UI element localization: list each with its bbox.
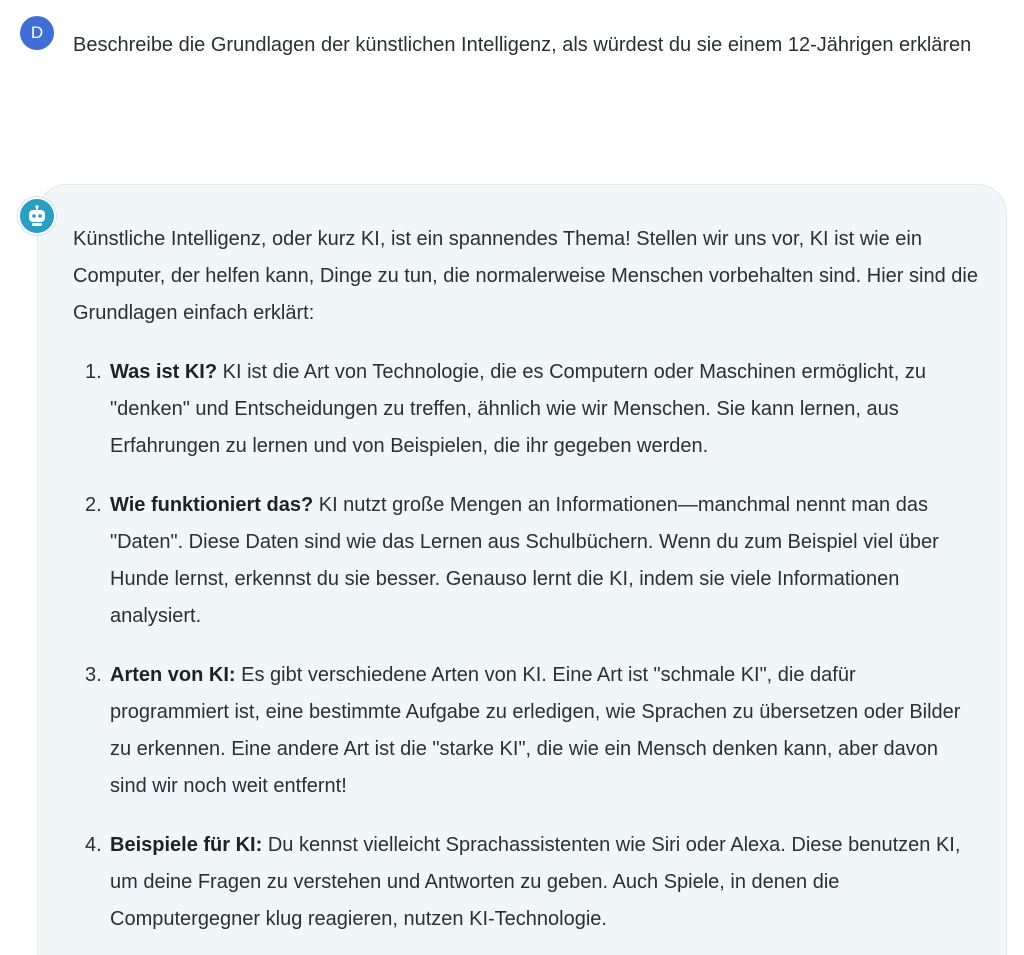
user-avatar: D [20, 16, 54, 50]
list-item-number: 3. [85, 664, 102, 686]
list-item-title: Arten von KI: [110, 664, 236, 686]
list-item [73, 657, 978, 805]
list-item-text: Du kennst vielleicht Sprachassistenten wie Siri oder Alexa. Diese benutzen KI, um deine Fragen zu verstehen und Antworten zu geben. Auch Spiele, in denen die Computergegner klug reagieren, nutzen KI-Technologie. [110, 834, 961, 930]
user-message-text: Beschreibe die Grundlagen der künstlichen Intelligenz, als würdest du sie einem 12-Jährigen erklären [73, 34, 972, 56]
list-item-text: KI ist die Art von Technologie, die es Computern oder Maschinen ermöglicht, zu "denken" und Entscheidungen zu treffen, ähnlich wie wir Menschen. Sie kann lernen, aus Erfahrungen zu lernen und von Beispielen, die ihr gegeben werden. [110, 361, 926, 457]
list-item-text: KI nutzt große Mengen an Informationen—manchmal nennt man das "Daten". Diese Daten sind wie das Lernen aus Schulbüchern. Wenn du zum Beispiel viel über Hunde lernst, erkennst du sie besser. Genauso lernt die KI, indem sie viele Informationen analysiert. [110, 494, 939, 627]
assistant-intro: Künstliche Intelligenz, oder kurz KI, ist ein spannendes Thema! Stellen wir uns vor, KI ist wie ein Computer, der helfen kann, Dinge zu tun, die normalerweise Menschen vorbehalten sind. Hier sind die Grundlagen einfach erklärt: [73, 228, 978, 324]
assistant-avatar [18, 197, 56, 235]
robot-icon [27, 205, 47, 227]
list-item-text: Es gibt verschiedene Arten von KI. Eine Art ist "schmale KI", die dafür programmiert ist, eine bestimmte Aufgabe zu erledigen, wie Sprachen zu übersetzen oder Bilder zu erkennen. Eine andere Art ist die "starke KI", die wie ein Mensch denken kann, aber davon sind wir noch weit entfernt! [110, 664, 961, 797]
list-item [73, 827, 978, 938]
assistant-list [73, 354, 978, 938]
list-item-number: 1. [85, 361, 102, 383]
assistant-message-content [73, 221, 978, 955]
list-item-title: Was ist KI? [110, 361, 218, 383]
list-item-title: Beispiele für KI: [110, 834, 263, 856]
list-item [73, 354, 978, 465]
list-item-number: 4. [85, 834, 102, 856]
list-item-number: 2. [85, 494, 102, 516]
list-item-title: Wie funktioniert das? [110, 494, 314, 516]
list-item [73, 487, 978, 635]
